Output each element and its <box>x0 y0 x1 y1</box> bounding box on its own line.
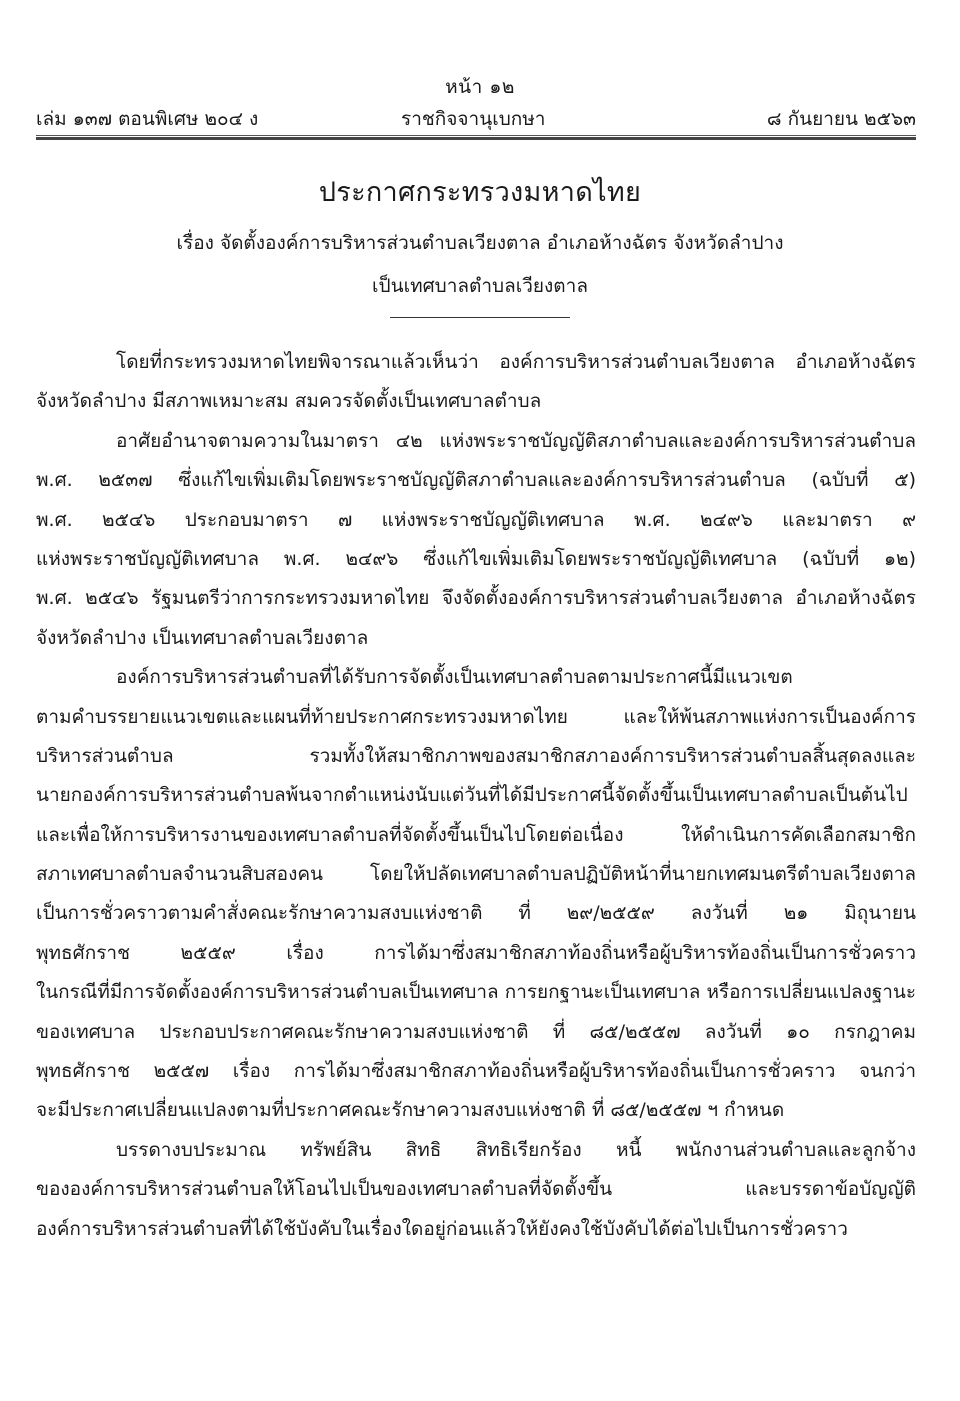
text-line: แห่งพระราชบัญญัติเทศบาล พ.ศ. ๒๔๙๖ ซึ่งแก้ไขเพิ่มเติมโดยพระราชบัญญัติเทศบาล (ฉบับที่ ๑๒) <box>36 547 916 570</box>
text-line: บริหารส่วนตำบล รวมทั้งให้สมาชิกภาพของสมาชิกสภาองค์การบริหารส่วนตำบลสิ้นสุดลงและ <box>36 744 916 767</box>
text-line: ในกรณีที่มีการจัดตั้งองค์การบริหารส่วนตำบลเป็นเทศบาล การยกฐานะเป็นเทศบาล หรือการเปลี่ยนแปลงฐานะ <box>36 981 916 1004</box>
paragraph-4 <box>36 1131 916 1249</box>
document-subject-line-2: เป็นเทศบาลตำบลเวียงตาล <box>372 275 588 297</box>
text-line: ตามคำบรรยายแนวเขตและแผนที่ท้ายประกาศกระทรวงมหาดไทย และให้พ้นสภาพแห่งการเป็นองค์การ <box>36 705 916 728</box>
paragraph-3 <box>36 658 916 1131</box>
paragraph-1 <box>36 343 916 422</box>
text-line: พ.ศ. ๒๕๔๖ ประกอบมาตรา ๗ แห่งพระราชบัญญัติเทศบาล พ.ศ. ๒๔๙๖ และมาตรา ๙ <box>36 508 916 531</box>
text-line: บรรดางบประมาณ ทรัพย์สิน สิทธิ สิทธิเรียกร้อง หนี้ พนักงานส่วนตำบลและลูกจ้าง <box>116 1138 916 1161</box>
text-line: องค์การบริหารส่วนตำบลที่ได้ใช้บังคับในเรื่องใดอยู่ก่อนแล้วให้ยังคงใช้บังคับได้ต่อไปเป็นการชั่วคราว <box>36 1217 848 1240</box>
text-line: จะมีประกาศเปลี่ยนแปลงตามที่ประกาศคณะรักษาความสงบแห่งชาติ ที่ ๘๕/๒๕๕๗ ฯ กำหนด <box>36 1099 785 1122</box>
text-line: และเพื่อให้การบริหารงานของเทศบาลตำบลที่จัดตั้งขึ้นเป็นไปโดยต่อเนื่อง ให้ดำเนินการคัดเลือกสมาชิก <box>36 823 916 846</box>
publication-date: ๘ กันยายน ๒๕๖๓ <box>766 108 916 130</box>
document-title: ประกาศกระทรวงมหาดไทย <box>318 177 642 208</box>
gazette-name: ราชกิจจานุเบกษา <box>401 108 546 130</box>
text-line: องค์การบริหารส่วนตำบลที่ได้รับการจัดตั้งเป็นเทศบาลตำบลตามประกาศนี้มีแนวเขต <box>116 666 793 689</box>
gazette-header <box>36 104 916 134</box>
header-rule-thin <box>36 135 916 136</box>
text-line: เป็นการชั่วคราวตามคำสั่งคณะรักษาความสงบแห่งชาติ ที่ ๒๙/๒๕๕๙ ลงวันที่ ๒๑ มิถุนายน <box>36 902 916 925</box>
text-line: อาศัยอำนาจตามความในมาตรา ๔๒ แห่งพระราชบัญญัติสภาตำบลและองค์การบริหารส่วนตำบล <box>116 429 916 452</box>
volume-issue: เล่ม ๑๓๗ ตอนพิเศษ ๒๐๔ ง <box>36 108 259 130</box>
text-line: พุทธศักราช ๒๕๕๙ เรื่อง การได้มาซึ่งสมาชิกสภาท้องถิ่นหรือผู้บริหารท้องถิ่นเป็นการชั่วคราว <box>36 941 916 964</box>
page-number: หน้า ๑๒ <box>445 76 515 98</box>
document-body <box>36 343 916 1249</box>
header-rule-thick <box>36 137 916 140</box>
title-divider <box>390 317 570 318</box>
text-line: พ.ศ. ๒๕๔๖ รัฐมนตรีว่าการกระทรวงมหาดไทย จึงจัดตั้งองค์การบริหารส่วนตำบลเวียงตาล อำเภอห้างฉัตร <box>36 587 916 610</box>
text-line: โดยที่กระทรวงมหาดไทยพิจารณาแล้วเห็นว่า องค์การบริหารส่วนตำบลเวียงตาล อำเภอห้างฉัตร <box>116 351 916 373</box>
text-line: นายกองค์การบริหารส่วนตำบลพ้นจากตำแหน่งนับแต่วันที่ได้มีประกาศนี้จัดตั้งขึ้นเป็นเทศบาลตำบลเป็นต้นไป <box>36 784 908 807</box>
text-line: พ.ศ. ๒๕๓๗ ซึ่งแก้ไขเพิ่มเติมโดยพระราชบัญญัติสภาตำบลและองค์การบริหารส่วนตำบล (ฉบับที่ ๕) <box>36 469 916 492</box>
document-subject-line-1: เรื่อง จัดตั้งองค์การบริหารส่วนตำบลเวียงตาล อำเภอห้างฉัตร จังหวัดลำปาง <box>176 232 784 254</box>
text-line: จังหวัดลำปาง มีสภาพเหมาะสม สมควรจัดตั้งเป็นเทศบาลตำบล <box>36 390 542 413</box>
paragraph-2 <box>36 422 916 658</box>
text-line: สภาเทศบาลตำบลจำนวนสิบสองคน โดยให้ปลัดเทศบาลตำบลปฏิบัติหน้าที่นายกเทศมนตรีตำบลเวียงตาล <box>36 863 916 886</box>
text-line: พุทธศักราช ๒๕๕๗ เรื่อง การได้มาซึ่งสมาชิกสภาท้องถิ่นหรือผู้บริหารท้องถิ่นเป็นการชั่วคราว จนกว่า <box>36 1060 916 1083</box>
text-line: จังหวัดลำปาง เป็นเทศบาลตำบลเวียงตาล <box>36 626 369 649</box>
text-line: ขององค์การบริหารส่วนตำบลให้โอนไปเป็นของเทศบาลตำบลที่จัดตั้งขึ้น และบรรดาข้อบัญญัติ <box>36 1178 916 1201</box>
text-line: ของเทศบาล ประกอบประกาศคณะรักษาความสงบแห่งชาติ ที่ ๘๕/๒๕๕๗ ลงวันที่ ๑๐ กรกฎาคม <box>36 1020 916 1043</box>
